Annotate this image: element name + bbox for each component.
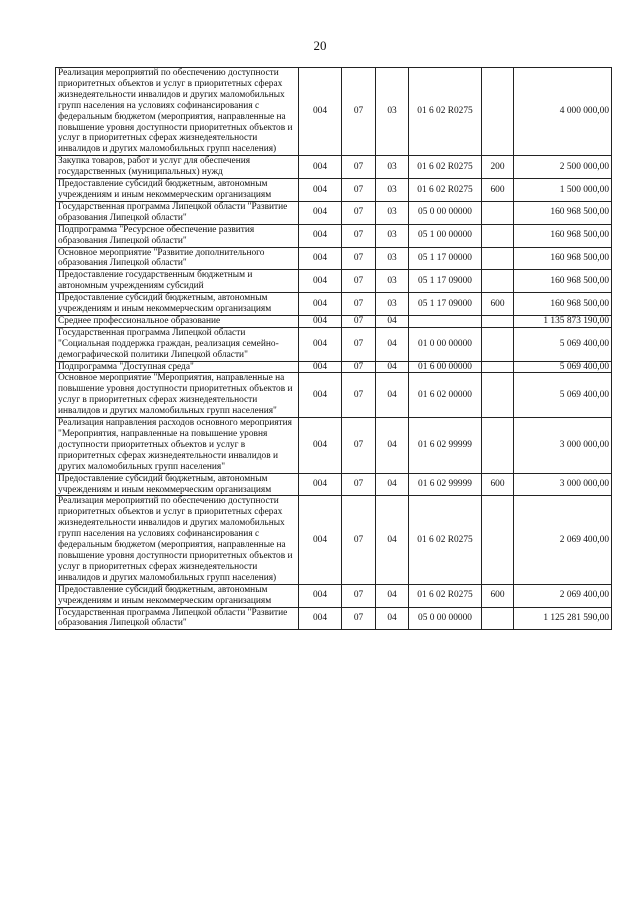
expense-name-cell: Основное мероприятие "Мероприятия, направленные на повышение уровня доступности приоритетных объектов и услуг в приоритетных сферах жизнедеятельности инвалидов и других маломобильных групп населения" bbox=[56, 373, 299, 418]
ministry-code-cell: 004 bbox=[299, 293, 342, 316]
section-code-cell: 07 bbox=[342, 418, 376, 474]
target-article-cell: 05 1 17 00000 bbox=[409, 247, 482, 270]
ministry-code-cell: 004 bbox=[299, 327, 342, 361]
section-code-cell: 07 bbox=[342, 68, 376, 156]
expense-name-cell: Реализация мероприятий по обеспечению доступности приоритетных объектов и услуг в приоритетных сферах жизнедеятельности инвалидов и других маломобильных групп населения на условиях софинансирования с федеральным бюджетом (мероприятия, направленные на повышение уровня доступности приоритетных объектов и услуг в приоритетных сферах жизнедеятельности инвалидов и других маломобильных групп населения) bbox=[56, 496, 299, 584]
amount-cell: 4 000 000,00 bbox=[514, 68, 612, 156]
expense-type-cell: 600 bbox=[482, 293, 514, 316]
expense-name-cell: Закупка товаров, работ и услуг для обеспечения государственных (муниципальных) нужд bbox=[56, 156, 299, 179]
section-code-cell: 07 bbox=[342, 361, 376, 373]
ministry-code-cell: 004 bbox=[299, 361, 342, 373]
amount-cell: 160 968 500,00 bbox=[514, 201, 612, 224]
section-code-cell: 07 bbox=[342, 293, 376, 316]
ministry-code-cell: 004 bbox=[299, 201, 342, 224]
expense-type-cell bbox=[482, 224, 514, 247]
target-article-cell bbox=[409, 315, 482, 327]
table-row bbox=[56, 201, 612, 224]
subsection-code-cell: 04 bbox=[376, 607, 409, 630]
expense-name-cell: Предоставление субсидий бюджетным, автономным учреждениям и иным некоммерческим организациям bbox=[56, 584, 299, 607]
budget-table bbox=[55, 67, 612, 630]
ministry-code-cell: 004 bbox=[299, 315, 342, 327]
expense-type-cell bbox=[482, 361, 514, 373]
table-row bbox=[56, 496, 612, 584]
table-row bbox=[56, 607, 612, 630]
subsection-code-cell: 04 bbox=[376, 327, 409, 361]
subsection-code-cell: 04 bbox=[376, 315, 409, 327]
target-article-cell: 05 1 00 00000 bbox=[409, 224, 482, 247]
expense-type-cell bbox=[482, 496, 514, 584]
section-code-cell: 07 bbox=[342, 224, 376, 247]
expense-type-cell: 600 bbox=[482, 584, 514, 607]
table-row bbox=[56, 373, 612, 418]
expense-name-cell: Реализация направления расходов основного мероприятия "Мероприятия, направленные на повышение уровня доступности приоритетных объектов и услуг в приоритетных сферах жизнедеятельности инвалидов и других маломобильных групп населения" bbox=[56, 418, 299, 474]
expense-name-cell: Основное мероприятие "Развитие дополнительного образования Липецкой области" bbox=[56, 247, 299, 270]
expense-type-cell bbox=[482, 68, 514, 156]
subsection-code-cell: 03 bbox=[376, 224, 409, 247]
expense-name-cell: Предоставление субсидий бюджетным, автономным учреждениям и иным некоммерческим организациям bbox=[56, 473, 299, 496]
subsection-code-cell: 04 bbox=[376, 496, 409, 584]
subsection-code-cell: 03 bbox=[376, 201, 409, 224]
amount-cell: 160 968 500,00 bbox=[514, 270, 612, 293]
expense-name-cell: Государственная программа Липецкой области "Развитие образования Липецкой области" bbox=[56, 607, 299, 630]
target-article-cell: 01 6 02 00000 bbox=[409, 373, 482, 418]
expense-type-cell bbox=[482, 315, 514, 327]
amount-cell: 5 069 400,00 bbox=[514, 373, 612, 418]
target-article-cell: 01 6 02 R0275 bbox=[409, 68, 482, 156]
amount-cell: 1 135 873 190,00 bbox=[514, 315, 612, 327]
table-row bbox=[56, 179, 612, 202]
subsection-code-cell: 04 bbox=[376, 584, 409, 607]
expense-type-cell bbox=[482, 201, 514, 224]
target-article-cell: 01 6 02 99999 bbox=[409, 418, 482, 474]
table-row bbox=[56, 247, 612, 270]
expense-type-cell: 600 bbox=[482, 473, 514, 496]
target-article-cell: 05 0 00 00000 bbox=[409, 607, 482, 630]
subsection-code-cell: 03 bbox=[376, 270, 409, 293]
expense-type-cell bbox=[482, 418, 514, 474]
expense-type-cell bbox=[482, 247, 514, 270]
subsection-code-cell: 04 bbox=[376, 361, 409, 373]
table-row bbox=[56, 224, 612, 247]
section-code-cell: 07 bbox=[342, 607, 376, 630]
expense-name-cell: Государственная программа Липецкой области "Социальная поддержка граждан, реализация семейно-демографической политики Липецкой области" bbox=[56, 327, 299, 361]
expense-name-cell: Предоставление субсидий бюджетным, автономным учреждениям и иным некоммерческим организациям bbox=[56, 293, 299, 316]
section-code-cell: 07 bbox=[342, 584, 376, 607]
table-row bbox=[56, 68, 612, 156]
target-article-cell: 05 1 17 09000 bbox=[409, 293, 482, 316]
ministry-code-cell: 004 bbox=[299, 156, 342, 179]
ministry-code-cell: 004 bbox=[299, 373, 342, 418]
amount-cell: 160 968 500,00 bbox=[514, 224, 612, 247]
expense-type-cell: 200 bbox=[482, 156, 514, 179]
table-row bbox=[56, 270, 612, 293]
target-article-cell: 05 0 00 00000 bbox=[409, 201, 482, 224]
section-code-cell: 07 bbox=[342, 315, 376, 327]
ministry-code-cell: 004 bbox=[299, 270, 342, 293]
section-code-cell: 07 bbox=[342, 373, 376, 418]
target-article-cell: 05 1 17 09000 bbox=[409, 270, 482, 293]
ministry-code-cell: 004 bbox=[299, 496, 342, 584]
subsection-code-cell: 03 bbox=[376, 293, 409, 316]
amount-cell: 160 968 500,00 bbox=[514, 293, 612, 316]
expense-type-cell: 600 bbox=[482, 179, 514, 202]
target-article-cell: 01 6 02 R0275 bbox=[409, 179, 482, 202]
amount-cell: 5 069 400,00 bbox=[514, 361, 612, 373]
page-number: 20 bbox=[313, 38, 327, 53]
amount-cell: 2 500 000,00 bbox=[514, 156, 612, 179]
subsection-code-cell: 03 bbox=[376, 156, 409, 179]
ministry-code-cell: 004 bbox=[299, 179, 342, 202]
target-article-cell: 01 6 02 R0275 bbox=[409, 496, 482, 584]
ministry-code-cell: 004 bbox=[299, 224, 342, 247]
section-code-cell: 07 bbox=[342, 201, 376, 224]
amount-cell: 1 125 281 590,00 bbox=[514, 607, 612, 630]
ministry-code-cell: 004 bbox=[299, 247, 342, 270]
table-row bbox=[56, 315, 612, 327]
target-article-cell: 01 6 02 R0275 bbox=[409, 584, 482, 607]
expense-name-cell: Предоставление государственным бюджетным и автономным учреждениям субсидий bbox=[56, 270, 299, 293]
section-code-cell: 07 bbox=[342, 156, 376, 179]
expense-name-cell: Среднее профессиональное образование bbox=[56, 315, 299, 327]
amount-cell: 160 968 500,00 bbox=[514, 247, 612, 270]
expense-name-cell: Государственная программа Липецкой области "Развитие образования Липецкой области" bbox=[56, 201, 299, 224]
expense-type-cell bbox=[482, 270, 514, 293]
ministry-code-cell: 004 bbox=[299, 418, 342, 474]
expense-name-cell: Предоставление субсидий бюджетным, автономным учреждениям и иным некоммерческим организациям bbox=[56, 179, 299, 202]
section-code-cell: 07 bbox=[342, 496, 376, 584]
ministry-code-cell: 004 bbox=[299, 607, 342, 630]
amount-cell: 5 069 400,00 bbox=[514, 327, 612, 361]
subsection-code-cell: 04 bbox=[376, 373, 409, 418]
amount-cell: 3 000 000,00 bbox=[514, 473, 612, 496]
table-row bbox=[56, 584, 612, 607]
ministry-code-cell: 004 bbox=[299, 473, 342, 496]
ministry-code-cell: 004 bbox=[299, 68, 342, 156]
expense-type-cell bbox=[482, 327, 514, 361]
target-article-cell: 01 6 02 R0275 bbox=[409, 156, 482, 179]
section-code-cell: 07 bbox=[342, 473, 376, 496]
section-code-cell: 07 bbox=[342, 247, 376, 270]
amount-cell: 2 069 400,00 bbox=[514, 496, 612, 584]
expense-type-cell bbox=[482, 607, 514, 630]
target-article-cell: 01 6 00 00000 bbox=[409, 361, 482, 373]
target-article-cell: 01 6 02 99999 bbox=[409, 473, 482, 496]
expense-name-cell: Подпрограмма "Доступная среда" bbox=[56, 361, 299, 373]
table-row bbox=[56, 361, 612, 373]
ministry-code-cell: 004 bbox=[299, 584, 342, 607]
amount-cell: 3 000 000,00 bbox=[514, 418, 612, 474]
section-code-cell: 07 bbox=[342, 270, 376, 293]
expense-type-cell bbox=[482, 373, 514, 418]
section-code-cell: 07 bbox=[342, 179, 376, 202]
subsection-code-cell: 04 bbox=[376, 473, 409, 496]
table-row bbox=[56, 156, 612, 179]
expense-name-cell: Реализация мероприятий по обеспечению доступности приоритетных объектов и услуг в приоритетных сферах жизнедеятельности инвалидов и других маломобильных групп населения на условиях софинансирования с федеральным бюджетом (мероприятия, направленные на повышение уровня доступности приоритетных объектов и услуг в приоритетных сферах жизнедеятельности инвалидов и других маломобильных групп населения) bbox=[56, 68, 299, 156]
table-row bbox=[56, 418, 612, 474]
section-code-cell: 07 bbox=[342, 327, 376, 361]
subsection-code-cell: 03 bbox=[376, 179, 409, 202]
table-body bbox=[56, 68, 612, 630]
subsection-code-cell: 04 bbox=[376, 418, 409, 474]
table-row bbox=[56, 327, 612, 361]
target-article-cell: 01 0 00 00000 bbox=[409, 327, 482, 361]
table-row bbox=[56, 473, 612, 496]
amount-cell: 2 069 400,00 bbox=[514, 584, 612, 607]
subsection-code-cell: 03 bbox=[376, 247, 409, 270]
expense-name-cell: Подпрограмма "Ресурсное обеспечение развития образования Липецкой области" bbox=[56, 224, 299, 247]
table-row bbox=[56, 293, 612, 316]
amount-cell: 1 500 000,00 bbox=[514, 179, 612, 202]
subsection-code-cell: 03 bbox=[376, 68, 409, 156]
